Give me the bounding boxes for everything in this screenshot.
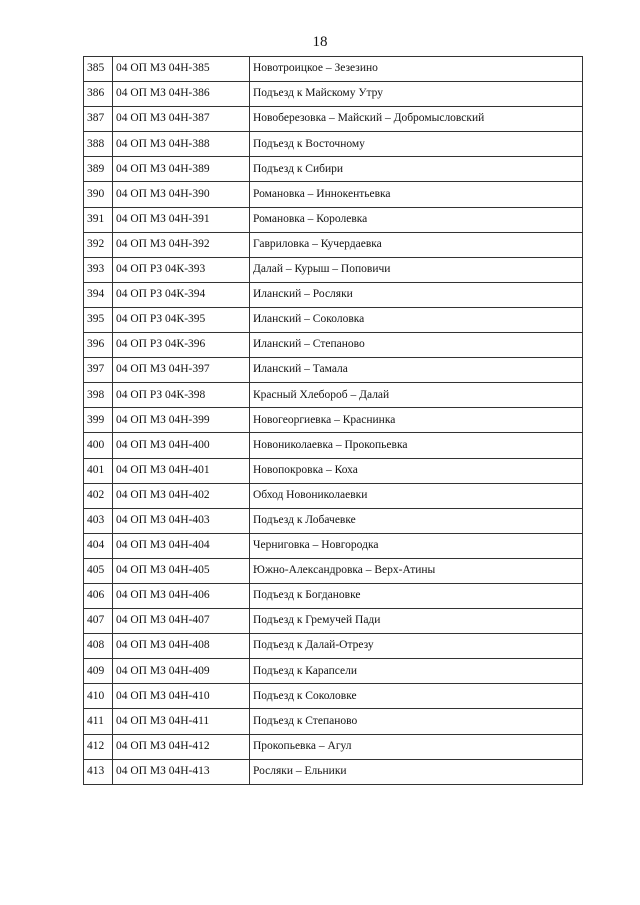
- road-name-cell: Подъезд к Лобачевке: [250, 508, 583, 533]
- table-row: [84, 82, 583, 107]
- road-code-cell: 04 ОП МЗ 04Н-407: [113, 609, 250, 634]
- table-row: [84, 458, 583, 483]
- table-row: [84, 107, 583, 132]
- table-row: [84, 759, 583, 784]
- table-row: [84, 684, 583, 709]
- road-code-cell: 04 ОП МЗ 04Н-392: [113, 232, 250, 257]
- road-code-cell: 04 ОП РЗ 04К-396: [113, 333, 250, 358]
- road-name-cell: Подъезд к Гремучей Пади: [250, 609, 583, 634]
- road-name-cell: Гавриловка – Кучердаевка: [250, 232, 583, 257]
- row-number-cell: 389: [84, 157, 113, 182]
- roads-table-body: [84, 57, 583, 785]
- road-name-cell: Романовка – Иннокентьевка: [250, 182, 583, 207]
- road-code-cell: 04 ОП МЗ 04Н-386: [113, 82, 250, 107]
- road-code-cell: 04 ОП МЗ 04Н-403: [113, 508, 250, 533]
- row-number-cell: 402: [84, 483, 113, 508]
- road-name-cell: Иланский – Росляки: [250, 282, 583, 307]
- road-name-cell: Росляки – Ельники: [250, 759, 583, 784]
- row-number-cell: 395: [84, 307, 113, 332]
- road-name-cell: Подъезд к Соколовке: [250, 684, 583, 709]
- table-row: [84, 634, 583, 659]
- page-number: 18: [312, 34, 328, 50]
- road-name-cell: Далай – Курыш – Поповичи: [250, 257, 583, 282]
- row-number-cell: 404: [84, 533, 113, 558]
- road-name-cell: Подъезд к Восточному: [250, 132, 583, 157]
- road-name-cell: Новопокровка – Коха: [250, 458, 583, 483]
- row-number-cell: 387: [84, 107, 113, 132]
- road-code-cell: 04 ОП РЗ 04К-398: [113, 383, 250, 408]
- table-row: [84, 408, 583, 433]
- road-code-cell: 04 ОП МЗ 04Н-411: [113, 709, 250, 734]
- road-name-cell: Новотроицкое – Зезезино: [250, 57, 583, 82]
- row-number-cell: 398: [84, 383, 113, 408]
- table-row: [84, 609, 583, 634]
- table-row: [84, 383, 583, 408]
- road-name-cell: Подъезд к Карапсели: [250, 659, 583, 684]
- row-number-cell: 391: [84, 207, 113, 232]
- row-number-cell: 396: [84, 333, 113, 358]
- road-name-cell: Прокопьевка – Агул: [250, 734, 583, 759]
- table-row: [84, 57, 583, 82]
- roads-table: [83, 56, 583, 785]
- row-number-cell: 392: [84, 232, 113, 257]
- row-number-cell: 410: [84, 684, 113, 709]
- road-code-cell: 04 ОП МЗ 04Н-413: [113, 759, 250, 784]
- row-number-cell: 390: [84, 182, 113, 207]
- table-row: [84, 307, 583, 332]
- road-code-cell: 04 ОП МЗ 04Н-399: [113, 408, 250, 433]
- row-number-cell: 409: [84, 659, 113, 684]
- row-number-cell: 386: [84, 82, 113, 107]
- road-code-cell: 04 ОП МЗ 04Н-412: [113, 734, 250, 759]
- table-row: [84, 132, 583, 157]
- road-code-cell: 04 ОП МЗ 04Н-401: [113, 458, 250, 483]
- road-name-cell: Красный Хлебороб – Далай: [250, 383, 583, 408]
- road-code-cell: 04 ОП МЗ 04Н-397: [113, 358, 250, 383]
- row-number-cell: 385: [84, 57, 113, 82]
- road-name-cell: Романовка – Королевка: [250, 207, 583, 232]
- table-row: [84, 358, 583, 383]
- road-code-cell: 04 ОП МЗ 04Н-388: [113, 132, 250, 157]
- road-code-cell: 04 ОП МЗ 04Н-406: [113, 583, 250, 608]
- table-row: [84, 533, 583, 558]
- road-code-cell: 04 ОП МЗ 04Н-410: [113, 684, 250, 709]
- table-row: [84, 709, 583, 734]
- table-row: [84, 207, 583, 232]
- row-number-cell: 407: [84, 609, 113, 634]
- table-row: [84, 257, 583, 282]
- road-code-cell: 04 ОП МЗ 04Н-385: [113, 57, 250, 82]
- row-number-cell: 401: [84, 458, 113, 483]
- table-row: [84, 433, 583, 458]
- row-number-cell: 405: [84, 558, 113, 583]
- road-code-cell: 04 ОП МЗ 04Н-389: [113, 157, 250, 182]
- road-code-cell: 04 ОП МЗ 04Н-402: [113, 483, 250, 508]
- road-name-cell: Подъезд к Майскому Утру: [250, 82, 583, 107]
- road-code-cell: 04 ОП МЗ 04Н-400: [113, 433, 250, 458]
- road-name-cell: Новониколаевка – Прокопьевка: [250, 433, 583, 458]
- road-code-cell: 04 ОП МЗ 04Н-409: [113, 659, 250, 684]
- road-name-cell: Подъезд к Богдановке: [250, 583, 583, 608]
- row-number-cell: 412: [84, 734, 113, 759]
- table-row: [84, 734, 583, 759]
- road-name-cell: Новогеоргиевка – Краснинка: [250, 408, 583, 433]
- table-row: [84, 558, 583, 583]
- table-row: [84, 157, 583, 182]
- row-number-cell: 406: [84, 583, 113, 608]
- row-number-cell: 403: [84, 508, 113, 533]
- road-name-cell: Черниговка – Новгородка: [250, 533, 583, 558]
- road-name-cell: Иланский – Тамала: [250, 358, 583, 383]
- table-row: [84, 333, 583, 358]
- road-code-cell: 04 ОП РЗ 04К-393: [113, 257, 250, 282]
- road-name-cell: Подъезд к Сибири: [250, 157, 583, 182]
- table-row: [84, 232, 583, 257]
- road-code-cell: 04 ОП МЗ 04Н-405: [113, 558, 250, 583]
- road-code-cell: 04 ОП МЗ 04Н-404: [113, 533, 250, 558]
- road-name-cell: Подъезд к Степаново: [250, 709, 583, 734]
- table-row: [84, 483, 583, 508]
- road-name-cell: Иланский – Степаново: [250, 333, 583, 358]
- table-row: [84, 583, 583, 608]
- table-row: [84, 508, 583, 533]
- road-code-cell: 04 ОП РЗ 04К-394: [113, 282, 250, 307]
- table-row: [84, 282, 583, 307]
- road-code-cell: 04 ОП МЗ 04Н-391: [113, 207, 250, 232]
- road-code-cell: 04 ОП РЗ 04К-395: [113, 307, 250, 332]
- road-name-cell: Подъезд к Далай-Отрезу: [250, 634, 583, 659]
- row-number-cell: 400: [84, 433, 113, 458]
- row-number-cell: 399: [84, 408, 113, 433]
- row-number-cell: 413: [84, 759, 113, 784]
- row-number-cell: 388: [84, 132, 113, 157]
- road-name-cell: Южно-Александровка – Верх-Атины: [250, 558, 583, 583]
- row-number-cell: 394: [84, 282, 113, 307]
- row-number-cell: 397: [84, 358, 113, 383]
- road-code-cell: 04 ОП МЗ 04Н-387: [113, 107, 250, 132]
- table-row: [84, 182, 583, 207]
- road-code-cell: 04 ОП МЗ 04Н-408: [113, 634, 250, 659]
- table-row: [84, 659, 583, 684]
- road-name-cell: Иланский – Соколовка: [250, 307, 583, 332]
- road-name-cell: Новоберезовка – Майский – Добромысловский: [250, 107, 583, 132]
- road-name-cell: Обход Новониколаевки: [250, 483, 583, 508]
- road-code-cell: 04 ОП МЗ 04Н-390: [113, 182, 250, 207]
- row-number-cell: 408: [84, 634, 113, 659]
- row-number-cell: 411: [84, 709, 113, 734]
- row-number-cell: 393: [84, 257, 113, 282]
